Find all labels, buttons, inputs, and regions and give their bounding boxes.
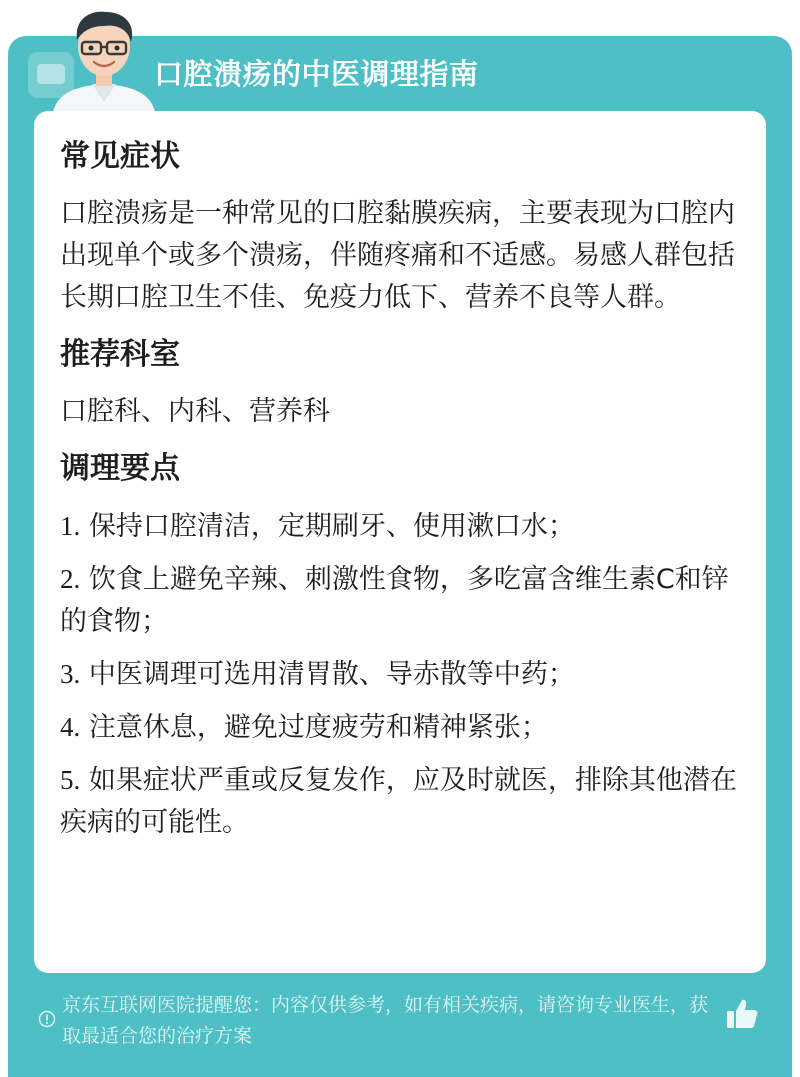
doctor-avatar-icon bbox=[44, 6, 164, 118]
info-icon bbox=[38, 1010, 56, 1028]
section-title-symptoms: 常见症状 bbox=[60, 139, 180, 174]
page-title: 口腔溃疡的中医调理指南 bbox=[154, 57, 479, 91]
disclaimer-text: 京东互联网医院提醒您：内容仅供参考，如有相关疾病，请咨询专业医生，获取最适合您的治疗方案 bbox=[62, 994, 709, 1047]
symptoms-text: 口腔溃疡是一种常见的口腔黏膜疾病，主要表现为口腔内出现单个或多个溃疡，伴随疼痛和不适感。易感人群包括长期口腔卫生不佳、免疫力低下、营养不良等人群。 bbox=[60, 198, 735, 313]
section-title-care: 调理要点 bbox=[60, 451, 180, 486]
list-item: 1. 保持口腔清洁，定期刷牙、使用漱口水； bbox=[60, 511, 575, 542]
section-title-departments: 推荐科室 bbox=[60, 337, 180, 372]
list-item: 4. 注意休息，避免过度疲劳和精神紧张； bbox=[60, 712, 548, 743]
list-item: 3. 中医调理可选用清胃散、导赤散等中药； bbox=[60, 659, 575, 690]
thumbs-up-icon[interactable] bbox=[724, 996, 760, 1032]
list-item: 5. 如果症状严重或反复发作，应及时就医，排除其他潜在疾病的可能性。 bbox=[60, 765, 737, 838]
departments-text: 口腔科、内科、营养科 bbox=[60, 396, 330, 427]
list-item: 2. 饮食上避免辛辣、刺激性食物，多吃富含维生素C和锌的食物； bbox=[60, 564, 729, 637]
care-list bbox=[60, 505, 740, 844]
content-card bbox=[34, 111, 766, 973]
